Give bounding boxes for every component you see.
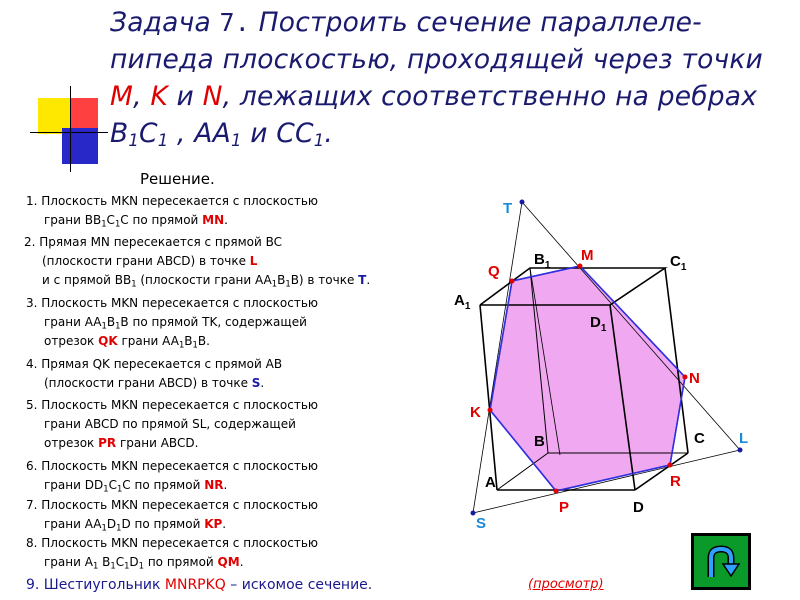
label-K: K bbox=[470, 404, 481, 421]
label-A: A bbox=[485, 474, 496, 491]
conclusion-text: 9. Шестиугольник MNRPKQ – искомое сечение. bbox=[26, 577, 373, 593]
label-M: M bbox=[581, 247, 594, 264]
point-N bbox=[683, 375, 688, 380]
return-arrow-icon bbox=[694, 536, 748, 587]
point-M bbox=[578, 264, 583, 269]
label-C: C bbox=[694, 430, 705, 447]
point-Q bbox=[510, 279, 515, 284]
section-hexagon bbox=[490, 266, 685, 491]
step-3: 3. Плоскость MKN пересекается с плоскостью грани $AA_1B_1B$ по прямой TK, содержащей отрезок QK грани $AA_1B_1B$. bbox=[26, 296, 319, 350]
label-D: D bbox=[633, 499, 644, 516]
step-1: 1. Плоскость MKN пересекается с плоскостью грани $BB_1C_1C$ по прямой MN. bbox=[26, 194, 319, 229]
label-Q: Q bbox=[488, 263, 500, 280]
step-8: 8. Плоскость MKN пересекается с плоскостью грани $A_1$ $B_1C_1D_1$ по прямой QM. bbox=[26, 536, 319, 571]
step-2: 2. Прямая MN пересекается с прямой BC (плоскости грани ABCD) в точке L и с прямой $BB_1$ (плоскости грани $AA_1B_1B$) в точке T. bbox=[24, 235, 371, 289]
decor-horizontal-line bbox=[30, 132, 108, 133]
label-B1: $B_1$ bbox=[534, 251, 551, 271]
label-C1: $C_1$ bbox=[670, 253, 687, 273]
decor-red-square bbox=[70, 98, 98, 128]
decor-vertical-line bbox=[70, 86, 71, 172]
label-D1: $D_1$ bbox=[590, 314, 607, 334]
step-5: 5. Плоскость MKN пересекается с плоскостью грани ABCD по прямой SL, содержащей отрезок PR грани ABCD. bbox=[26, 398, 319, 450]
point-P bbox=[554, 489, 559, 494]
decor-blue-square bbox=[62, 128, 98, 164]
label-S: S bbox=[476, 515, 487, 532]
label-T: T bbox=[503, 200, 513, 217]
label-R: R bbox=[670, 473, 681, 490]
point-R bbox=[668, 463, 673, 468]
step-7: 7. Плоскость MKN пересекается с плоскостью грани $AA_1D_1D$ по прямой KP. bbox=[26, 498, 319, 533]
label-P: P bbox=[559, 499, 570, 516]
solution-heading: Решение. bbox=[140, 170, 215, 188]
point-T bbox=[520, 200, 525, 205]
label-L: L bbox=[739, 430, 749, 447]
point-S bbox=[471, 511, 476, 516]
label-B: B bbox=[534, 433, 545, 450]
step-4: 4. Прямая QK пересекается с прямой AB (плоскости грани ABCD) в точке S. bbox=[26, 357, 283, 390]
point-L bbox=[738, 448, 743, 453]
page-title: Задача 7. Построить сечение параллеле-пипеда плоскостью, проходящей через точки M, K и N, лежащих соответственно на ребрах $B_1C_1$ , $AA_1$ и $CC_1$. bbox=[110, 7, 763, 151]
point-K bbox=[488, 408, 493, 413]
label-N: N bbox=[689, 370, 700, 387]
return-button[interactable] bbox=[691, 533, 751, 590]
parallelepiped-figure bbox=[440, 185, 780, 535]
step-6: 6. Плоскость MKN пересекается с плоскостью грани $DD_1C_1C$ по прямой NR. bbox=[26, 459, 319, 494]
view-link[interactable]: (просмотр) bbox=[528, 577, 604, 592]
label-A1: $A_1$ bbox=[454, 292, 471, 312]
